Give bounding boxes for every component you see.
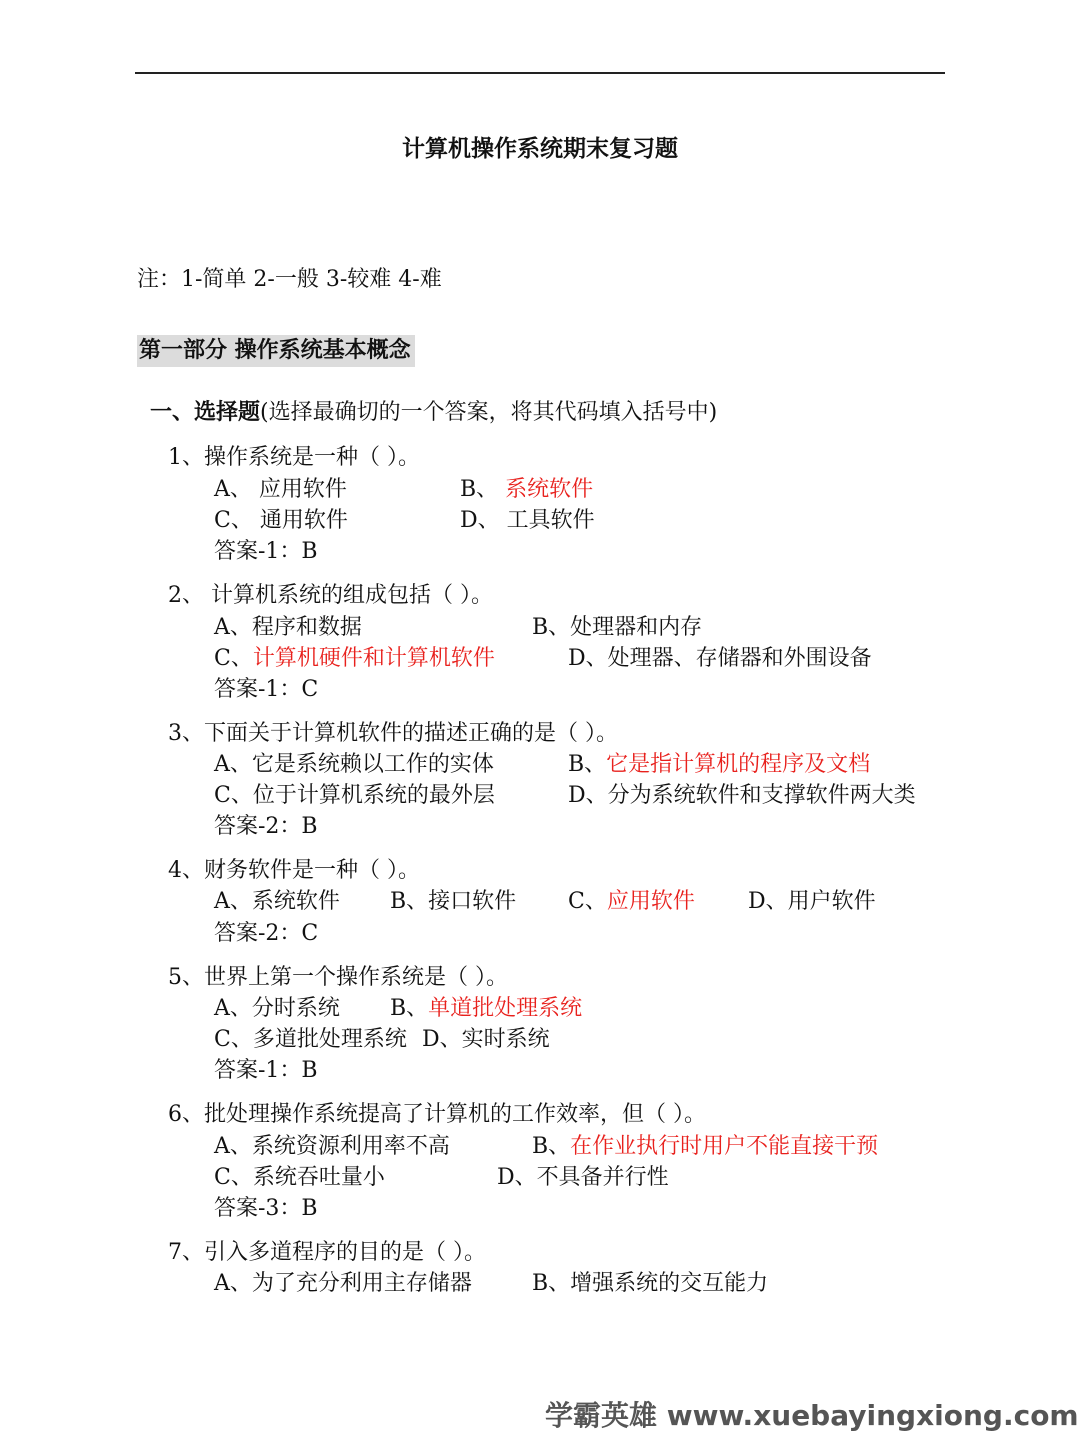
option: C、计算机硬件和计算机软件 — [214, 646, 495, 671]
option: D、分为系统软件和支撑软件两大类 — [568, 783, 916, 808]
answer: 答案-1：B — [214, 539, 318, 564]
option: A、 应用软件 — [214, 477, 347, 502]
option: A、系统资源利用率不高 — [214, 1134, 450, 1159]
option: B、处理器和内存 — [532, 615, 703, 640]
question-stem: 3、下面关于计算机软件的描述正确的是（ ）。 — [168, 721, 618, 746]
answer: 答案-3：B — [214, 1196, 318, 1221]
option: A、它是系统赖以工作的实体 — [214, 752, 494, 777]
option: C、应用软件 — [568, 889, 695, 914]
option: A、系统软件 — [214, 889, 340, 914]
part-heading-label: 一、选择题 — [150, 400, 261, 425]
option: A、程序和数据 — [214, 615, 362, 640]
watermark-footer: 学霸英雄 www.xuebayingxiong.com — [545, 1399, 1079, 1432]
question-stem: 7、引入多道程序的目的是（ ）。 — [168, 1240, 486, 1265]
page-title: 计算机操作系统期末复习题 — [402, 136, 678, 162]
option: B、接口软件 — [390, 889, 517, 914]
question-stem: 5、世界上第一个操作系统是（ ）。 — [168, 965, 508, 990]
option: D、处理器、存储器和外围设备 — [568, 646, 872, 671]
answer: 答案-1：C — [214, 677, 319, 702]
option: D、 工具软件 — [460, 508, 595, 533]
part-heading — [150, 399, 717, 427]
answer: 答案-2：C — [214, 921, 319, 946]
difficulty-note: 注：1-简单 2-一般 3-较难 4-难 — [137, 267, 442, 292]
option: C、 通用软件 — [214, 508, 348, 533]
option: C、系统吞吐量小 — [214, 1165, 385, 1190]
option: A、为了充分利用主存储器 — [214, 1271, 472, 1296]
option: B、增强系统的交互能力 — [532, 1271, 769, 1296]
question-stem: 6、批处理操作系统提高了计算机的工作效率，但（ ）。 — [168, 1102, 706, 1127]
option: B、在作业执行时用户不能直接干预 — [532, 1134, 879, 1159]
question-stem: 1、操作系统是一种（ ）。 — [168, 445, 420, 470]
answer: 答案-2：B — [214, 814, 318, 839]
option: B、单道批处理系统 — [390, 996, 583, 1021]
option: A、分时系统 — [214, 996, 340, 1021]
answer: 答案-1：B — [214, 1058, 318, 1083]
option: D、实时系统 — [422, 1027, 550, 1052]
section-title: 第一部分 操作系统基本概念 — [137, 335, 415, 367]
option: D、不具备并行性 — [497, 1165, 669, 1190]
header-rule — [135, 72, 945, 74]
question-stem: 2、 计算机系统的组成包括（ ）。 — [168, 583, 493, 608]
option: B、 系统软件 — [460, 477, 594, 502]
option: D、用户软件 — [748, 889, 876, 914]
part-heading-desc: (选择最确切的一个答案，将其代码填入括号中) — [260, 400, 718, 425]
option: B、它是指计算机的程序及文档 — [568, 752, 871, 777]
option: C、位于计算机系统的最外层 — [214, 783, 495, 808]
option: C、多道批处理系统 — [214, 1027, 407, 1052]
question-stem: 4、财务软件是一种（ ）。 — [168, 858, 420, 883]
